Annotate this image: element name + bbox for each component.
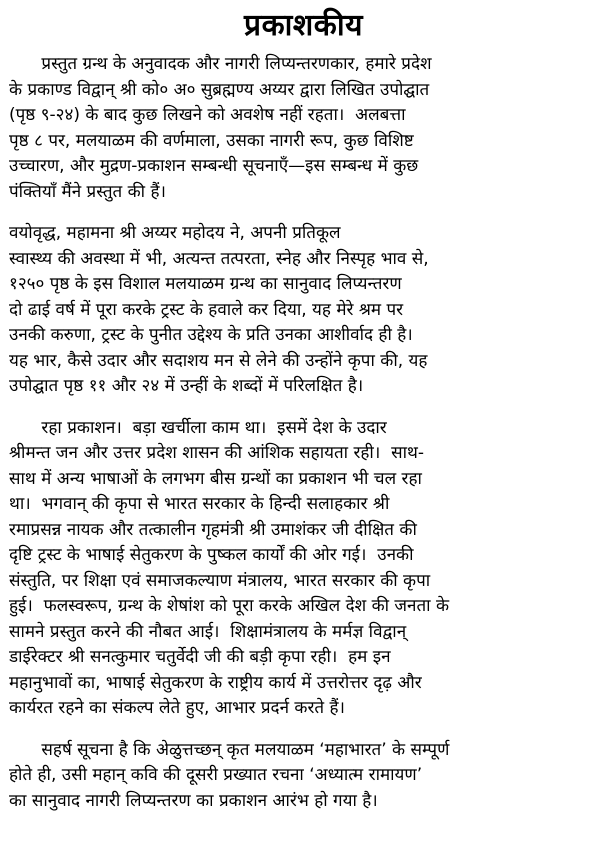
text-line: १२५० पृष्ठ के इस विशाल मलयाळम ग्रन्थ का सानुवाद लिप्यन्तरण <box>9 274 402 294</box>
text-line: के प्रकाण्ड विद्वान् श्री को० अ० सुब्रह्मण्य अय्यर द्वारा लिखित उपोद्घात <box>9 79 430 100</box>
paragraph-2 <box>9 221 588 400</box>
text-line: रमाप्रसन्न नायक और तत्कालीन गृहमंत्री श्री उमाशंकर जी दीक्षित की <box>9 519 417 540</box>
text-line: उच्चारण, और मुद्रण-प्रकाशन सम्बन्धी सूचनाएँ—इस सम्बन्ध में कुछ <box>9 156 419 176</box>
paragraph-4 <box>9 738 588 815</box>
text-line: श्रीमन्त जन और उत्तर प्रदेश शासन की आंशिक सहायता रही। साथ- <box>9 443 424 463</box>
text-line: सामने प्रस्तुत करने की नौबत आई। शिक्षामंत्रालय के मर्मज्ञ विद्वान् <box>9 621 407 642</box>
text-line: होते ही, उसी महान् कवि की दूसरी प्रख्यात रचना ‘अध्यात्म रामायण’ <box>9 765 423 785</box>
text-line: उनकी करुणा, ट्रस्ट के पुनीत उद्देश्य के प्रति उनका आशीर्वाद ही है। <box>9 325 413 345</box>
text-line: सहर्ष सूचना है कि अेळुत्तच्छन् कृत मलयाळम ‘महाभारत’ के सम्पूर्ण <box>9 739 450 760</box>
text-line: दृष्टि ट्रस्ट के भाषाई सेतुकरण के पुष्कल कार्यों की ओर गई। उनकी <box>9 545 414 565</box>
text-line: स्वास्थ्य की अवस्था में भी, अत्यन्त तत्परता, स्नेह और निस्पृह भाव से, <box>9 248 429 269</box>
text-line: हुई। फलस्वरूप, ग्रन्थ के शेषांश को पूरा करके अखिल देश की जनता के <box>9 596 450 616</box>
text-line: महानुभावों का, भाषाई सेतुकरण के राष्ट्रीय कार्य में उत्तरोत्तर दृढ़ और <box>9 672 422 693</box>
text-line: दो ढाई वर्ष में पूरा करके ट्रस्ट के हवाले कर दिया, यह मेरे श्रम पर <box>9 299 404 320</box>
text-line: पृष्ठ ८ पर, मलयाळम की वर्णमाला, उसका नागरी रूप, कुछ विशिष्ट <box>9 130 414 151</box>
text-line: रहा प्रकाशन। बड़ा खर्चीला काम था। इसमें देश के उदार <box>9 417 387 438</box>
page-title: प्रकाशकीय <box>244 8 363 43</box>
text-line: था। भगवान् की कृपा से भारत सरकार के हिन्दी सलाहकार श्री <box>9 494 390 514</box>
text-line: यह भार, कैसे उदार और सदाशय मन से लेने की उन्होंने कृपा की, यह <box>9 350 428 371</box>
text-line: का सानुवाद नागरी लिप्यन्तरण का प्रकाशन आरंभ हो गया है। <box>9 790 378 811</box>
text-line: कार्यरत रहने का संकल्प लेते हुए, आभार प्रदर्न करते हैं। <box>9 698 345 718</box>
text-line: संस्तुति, पर शिक्षा एवं समाजकल्याण मंत्रालय, भारत सरकार की कृपा <box>9 570 431 591</box>
text-line: (पृष्ठ ९-२४) के बाद कुछ लिखने को अवशेष नहीं रहता। अलबत्ता <box>9 105 406 125</box>
paragraph-3 <box>9 416 588 722</box>
text-line: पंक्तियाँ मैंने प्रस्तुत की हैं। <box>9 181 166 202</box>
paragraph-1 <box>9 52 588 205</box>
text-line: प्रस्तुत ग्रन्थ के अनुवादक और नागरी लिप्यन्तरणकार, हमारे प्रदेश <box>9 54 432 74</box>
text-line: साथ में अन्य भाषाओं के लगभग बीस ग्रन्थों का प्रकाशन भी चल रहा <box>9 468 422 489</box>
text-line: डाईरेक्टर श्री सनत्कुमार चतुर्वेदी जी की बड़ी कृपा रही। हम इन <box>9 647 391 667</box>
text-line: वयोवृद्ध, महामना श्री अय्यर महोदय ने, अपनी प्रतिकूल <box>9 223 341 243</box>
text-line: उपोद्घात पृष्ठ ११ और २४ में उन्हीं के शब्दों में परिलक्षित है। <box>9 376 364 396</box>
